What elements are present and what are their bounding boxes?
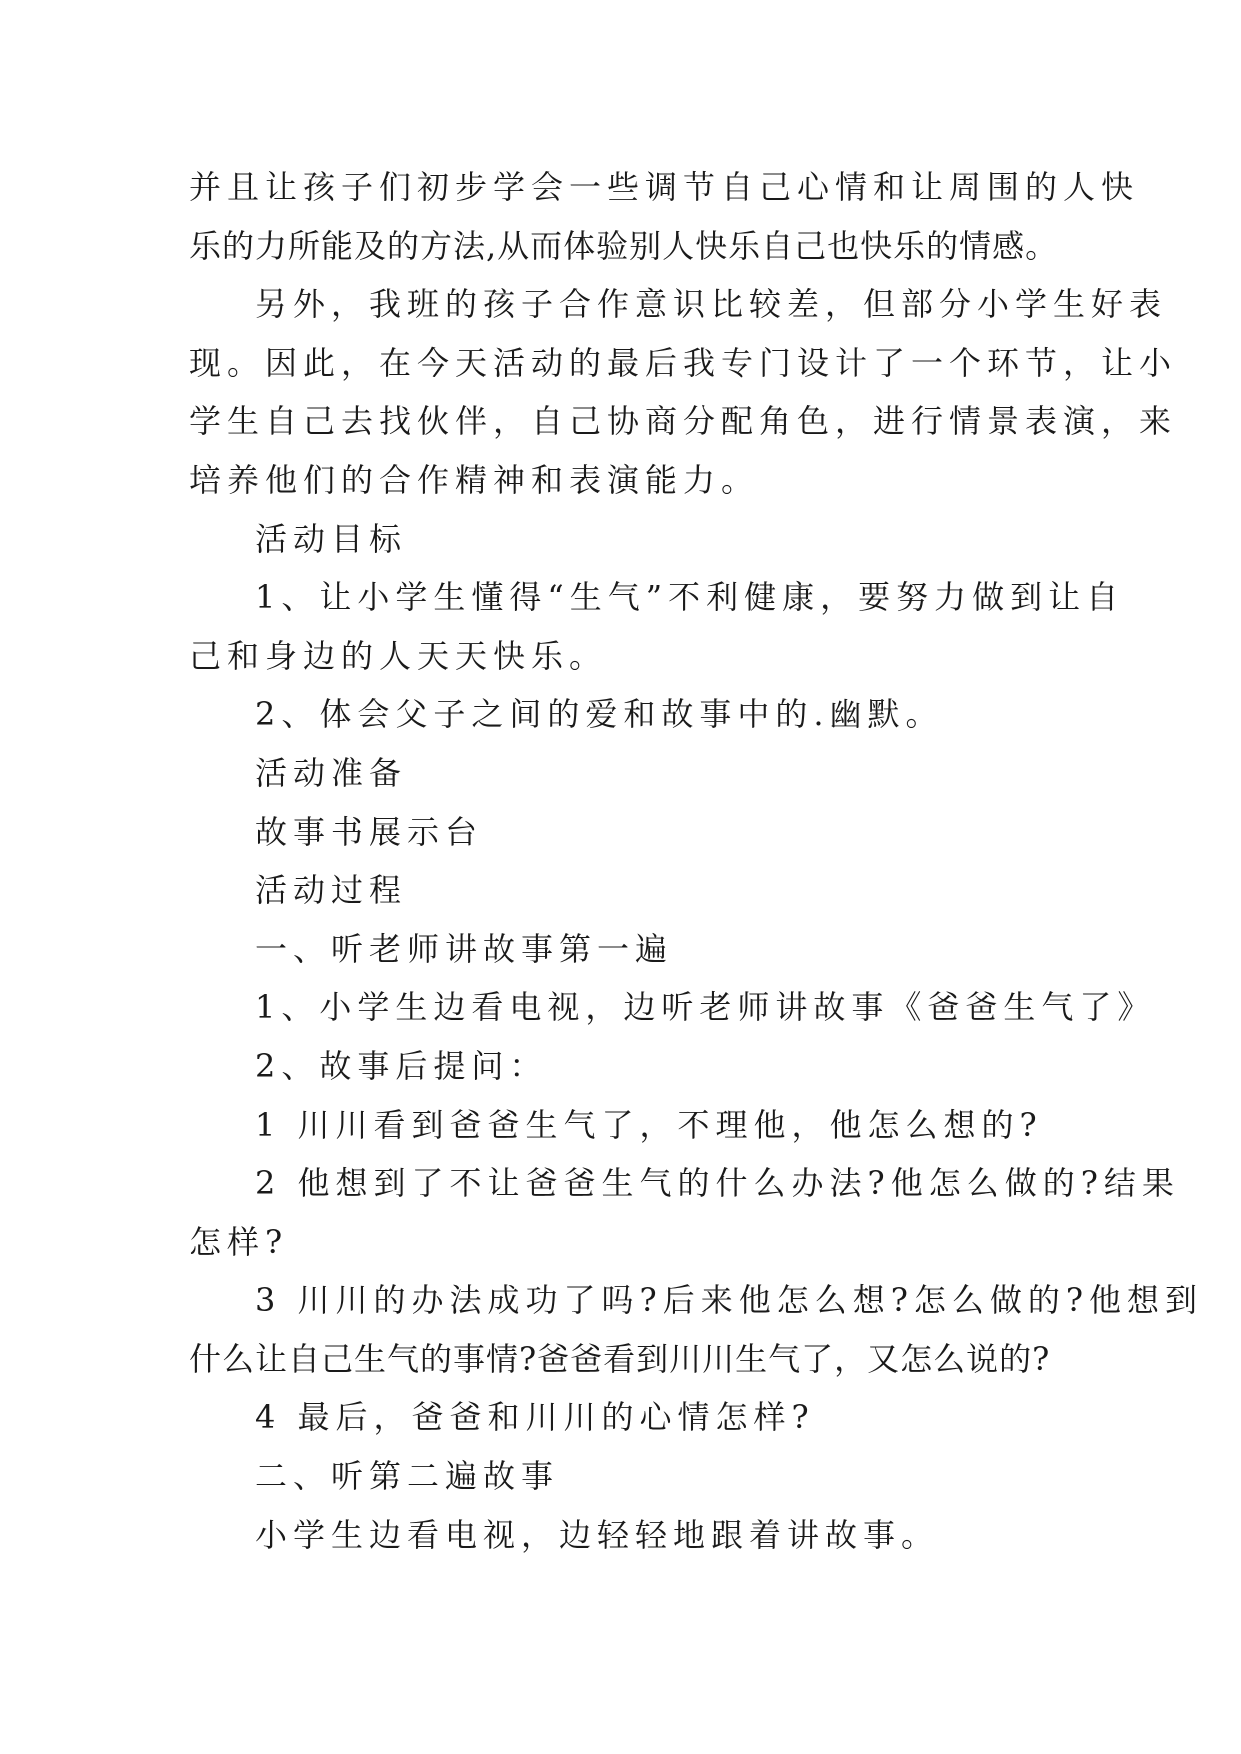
paragraph-line: 乐的力所能及的方法,从而体验别人快乐自己也快乐的情感。: [189, 226, 1059, 265]
question-item: 1 川川看到爸爸生气了，不理他，他怎么想的?: [255, 1105, 1043, 1144]
paragraph-line: 小学生边看电视，边轻轻地跟着讲故事。: [255, 1515, 940, 1554]
question-item: 4 最后，爸爸和川川的心情怎样?: [255, 1398, 815, 1437]
paragraph-line: 另外，我班的孩子合作意识比较差，但部分小学生好表: [255, 285, 1168, 324]
paragraph-line: 并且让孩子们初步学会一些调节自己心情和让周围的人快: [189, 168, 1140, 206]
question-item-continuation: 什么让自己生气的事情?爸爸看到川川生气了，又怎么说的?: [189, 1339, 1051, 1378]
list-item-continuation: 己和身边的人天天快乐。: [189, 636, 608, 675]
paragraph-line: 学生自己去找伙伴，自己协商分配角色，进行情景表演，来: [189, 402, 1178, 441]
section-heading: 活动目标: [255, 519, 408, 558]
question-item-continuation: 怎样?: [189, 1222, 289, 1261]
paragraph-line: 故事书展示台: [255, 812, 484, 851]
paragraph-line: 现。因此，在今天活动的最后我专门设计了一个环节，让小: [189, 343, 1178, 382]
section-heading: 活动过程: [255, 871, 408, 910]
document-body: [189, 158, 1204, 1564]
subsection-heading: 二、听第二遍故事: [255, 1457, 560, 1496]
question-item: 2 他想到了不让爸爸生气的什么办法?他怎么做的?结果: [255, 1164, 1180, 1203]
list-item: 2、体会父子之间的爱和故事中的.幽默。: [255, 695, 944, 734]
subsection-heading: 一、听老师讲故事第一遍: [255, 929, 674, 968]
question-item: 3 川川的办法成功了吗?后来他怎么想?怎么做的?他想到: [255, 1281, 1204, 1320]
section-heading: 活动准备: [255, 753, 408, 792]
list-item: 1、小学生边看电视，边听老师讲故事《爸爸生气了》: [255, 988, 1156, 1027]
list-item: 1、让小学生懂得“生气”不利健康，要努力做到让自: [255, 578, 1125, 617]
list-item: 2、故事后提问：: [255, 1046, 548, 1085]
paragraph-line: 培养他们的合作精神和表演能力。: [189, 460, 760, 499]
